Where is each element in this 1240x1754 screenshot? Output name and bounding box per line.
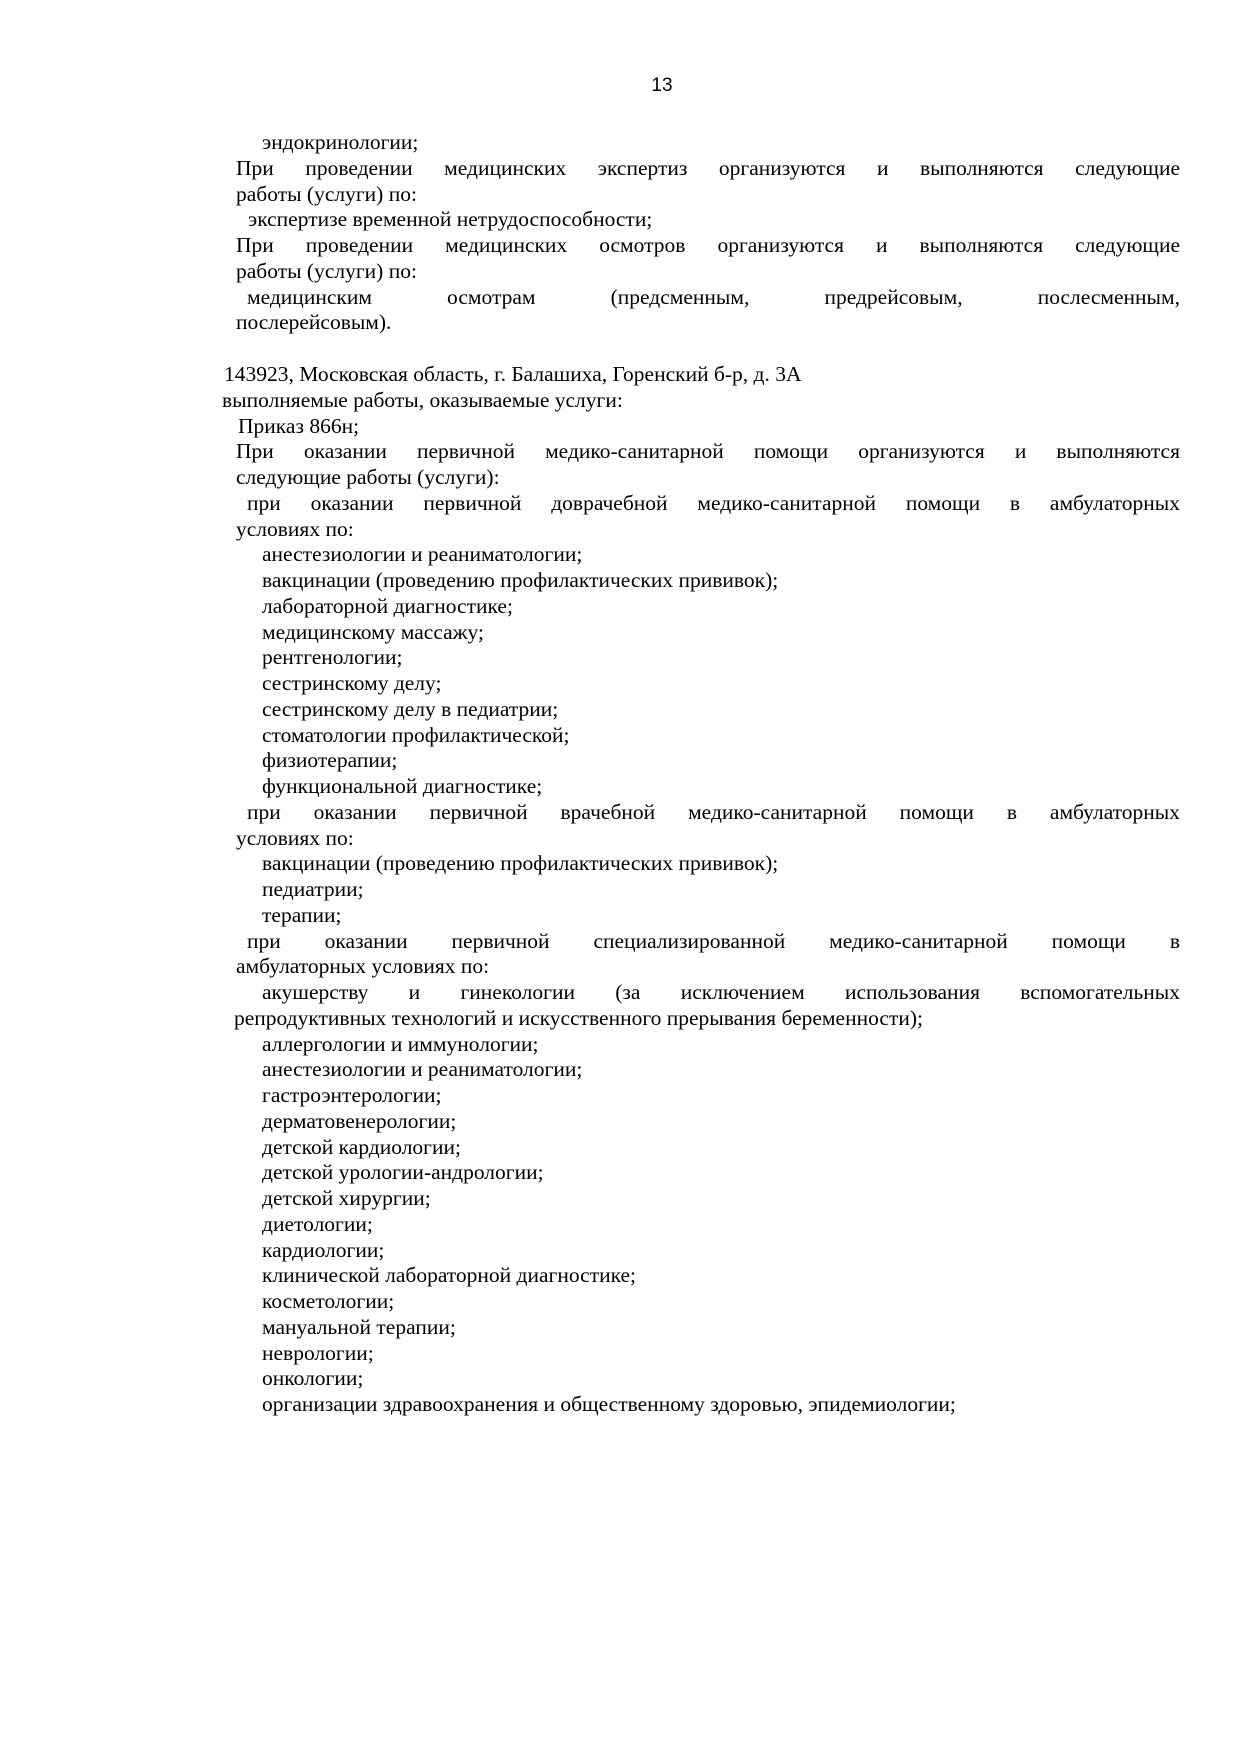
list-item: аллергологии и иммунологии;: [262, 1031, 539, 1056]
group-heading: амбулаторных условиях по:: [236, 954, 490, 979]
list-item: анестезиологии и реаниматологии;: [262, 542, 583, 567]
paragraph-line: следующие работы (услуги):: [236, 465, 500, 489]
paragraph-line: При проведении медицинских экспертиз организуются и выполняются следующие: [236, 155, 1180, 180]
group-heading: условиях по:: [236, 516, 354, 541]
list-item: мануальной терапии;: [262, 1314, 456, 1339]
list-item: эндокринологии;: [262, 130, 419, 154]
list-item: медицинским осмотрам (предсменным, предрейсовым, послесменным,: [247, 284, 1180, 309]
list-item: гастроэнтерологии;: [262, 1083, 442, 1107]
list-item: лабораторной диагностике;: [262, 593, 513, 618]
pre-doctor-care-group: [0, 491, 1240, 800]
address-section: [0, 362, 1240, 1418]
list-item: детской кардиологии;: [262, 1134, 461, 1159]
list-item: диетологии;: [262, 1211, 373, 1236]
list-item: дерматовенерологии;: [262, 1108, 457, 1133]
paragraph-line: При проведении медицинских осмотров организуются и выполняются следующие: [236, 233, 1180, 257]
list-item: детской урологии-андрологии;: [262, 1160, 544, 1185]
document-body: [0, 130, 1240, 1418]
list-item: анестезиологии и реаниматологии;: [262, 1057, 583, 1082]
list-item: детской хирургии;: [262, 1186, 431, 1210]
list-item: терапии;: [262, 902, 342, 927]
works-label: выполняемые работы, оказываемые услуги:: [222, 387, 623, 412]
list-item: стоматологии профилактической;: [262, 722, 570, 747]
list-item: педиатрии;: [262, 877, 364, 901]
list-item: неврологии;: [262, 1340, 374, 1365]
list-item: экспертизе временной нетрудоспособности;: [248, 207, 653, 232]
address-heading: 143923, Московская область, г. Балашиха, Горенский б-р, д. 3А: [224, 362, 802, 386]
list-item: сестринскому делу в педиатрии;: [262, 696, 559, 721]
list-item: медицинскому массажу;: [262, 619, 484, 644]
specialized-care-group: [0, 929, 1240, 1418]
list-item: онкологии;: [262, 1366, 364, 1391]
list-item: вакцинации (проведению профилактических прививок);: [262, 851, 779, 876]
group-heading: при оказании первичной врачебной медико-санитарной помощи в амбулаторных: [247, 799, 1180, 824]
list-item: функциональной диагностике;: [262, 774, 543, 798]
list-item: вакцинации (проведению профилактических прививок);: [262, 568, 779, 592]
list-item: физиотерапии;: [262, 748, 398, 773]
spacer: [0, 336, 1240, 362]
page-number: 13: [651, 75, 673, 96]
group-heading: при оказании первичной доврачебной медико-санитарной помощи в амбулаторных: [247, 490, 1180, 515]
previous-section-tail: [0, 130, 1240, 336]
list-item: кардиологии;: [262, 1237, 385, 1262]
paragraph-line: работы (услуги) по:: [236, 181, 417, 206]
list-item: акушерству и гинекологии (за исключением использования вспомогательных: [262, 980, 1180, 1004]
list-item: косметологии;: [262, 1289, 395, 1313]
list-item: клинической лабораторной диагностике;: [262, 1263, 637, 1288]
paragraph-line: работы (услуги) по:: [236, 258, 417, 283]
group-heading: при оказании первичной специализированной медико-санитарной помощи в: [247, 928, 1180, 953]
list-item: рентгенологии;: [262, 645, 403, 670]
paragraph-line: При оказании первичной медико-санитарной помощи организуются и выполняются: [236, 439, 1180, 464]
group-heading: условиях по:: [236, 825, 354, 850]
order-reference: Приказ 866н;: [238, 413, 360, 438]
list-item: послерейсовым).: [236, 310, 392, 335]
list-item-continuation: репродуктивных технологий и искусственного прерывания беременности);: [234, 1005, 923, 1030]
list-item: сестринскому делу;: [262, 671, 442, 695]
doctor-care-group: [0, 800, 1240, 929]
list-item: организации здравоохранения и общественному здоровью, эпидемиологии;: [262, 1392, 956, 1416]
